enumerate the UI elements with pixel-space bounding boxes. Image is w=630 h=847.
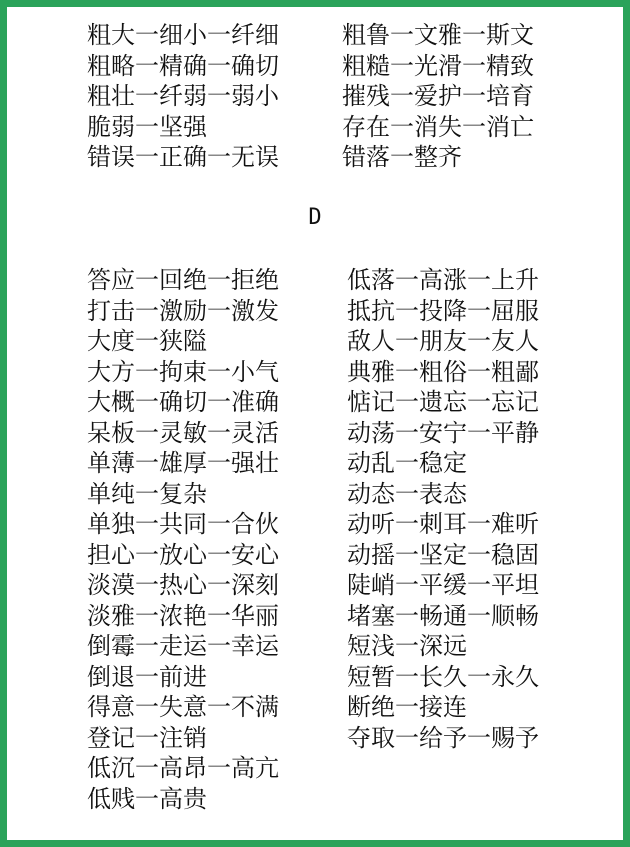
- antonym-entry: 错落一整齐: [342, 143, 462, 171]
- antonym-entry: 单纯一复杂: [87, 479, 207, 508]
- antonym-entry: 淡雅一浓艳一华丽: [87, 601, 279, 630]
- antonym-entry: 短暂一长久一永久: [347, 662, 539, 691]
- antonym-entry: 粗鲁一文雅一斯文: [342, 21, 534, 49]
- antonym-entry: 单薄一雄厚一强壮: [87, 449, 279, 477]
- d-right-column: [347, 265, 539, 753]
- antonym-entry: 动态一表态: [347, 479, 467, 508]
- antonym-entry: 低沉一高昂一高亢: [87, 754, 279, 782]
- top-left-column: [87, 20, 279, 173]
- antonym-entry: 动摇一坚定一稳固: [347, 540, 539, 569]
- top-right-column: [342, 20, 534, 173]
- antonym-entry: 登记一注销: [87, 723, 207, 752]
- antonym-entry: 动听一刺耳一难听: [347, 510, 539, 538]
- antonym-entry: 低贱一高贵: [87, 784, 207, 813]
- antonym-entry: 答应一回绝一拒绝: [87, 266, 279, 294]
- antonym-entry: 大概一确切一准确: [87, 388, 279, 416]
- antonym-entry: 抵抗一投降一屈服: [347, 296, 539, 325]
- antonym-entry: 粗略一精确一确切: [87, 51, 279, 80]
- antonym-entry: 动荡一安宁一平静: [347, 418, 539, 447]
- antonym-entry: 大度一狭隘: [87, 327, 207, 355]
- antonym-entry: 敌人一朋友一友人: [347, 327, 539, 355]
- antonym-entry: 粗大一细小一纤细: [87, 21, 279, 49]
- antonym-entry: 打击一激励一激发: [87, 296, 279, 325]
- antonym-entry: 大方一拘束一小气: [87, 357, 279, 386]
- antonym-entry: 陡峭一平缓一平坦: [347, 571, 539, 599]
- antonym-entry: 摧残一爱护一培育: [342, 82, 534, 110]
- antonym-entry: 夺取一给予一赐予: [347, 723, 539, 752]
- antonym-entry: 断绝一接连: [347, 693, 467, 721]
- antonym-entry: 动乱一稳定: [347, 449, 467, 477]
- antonym-entry: 倒霉一走运一幸运: [87, 632, 279, 660]
- antonym-entry: 倒退一前进: [87, 662, 207, 691]
- antonym-entry: 典雅一粗俗一粗鄙: [347, 357, 539, 386]
- antonym-entry: 担心一放心一安心: [87, 540, 279, 569]
- antonym-entry: 呆板一灵敏一灵活: [87, 418, 279, 447]
- antonym-entry: 脆弱一坚强: [87, 112, 207, 141]
- antonym-entry: 存在一消失一消亡: [342, 112, 534, 141]
- section-heading-d: D: [308, 205, 322, 230]
- antonym-entry: 淡漠一热心一深刻: [87, 571, 279, 599]
- antonym-entry: 低落一高涨一上升: [347, 266, 539, 294]
- antonym-entry: 单独一共同一合伙: [87, 510, 279, 538]
- antonym-entry: 堵塞一畅通一顺畅: [347, 601, 539, 630]
- d-left-column: [87, 265, 279, 814]
- antonym-entry: 粗壮一纤弱一弱小: [87, 82, 279, 110]
- antonym-entry: 错误一正确一无误: [87, 143, 279, 171]
- antonym-entry: 得意一失意一不满: [87, 693, 279, 721]
- antonym-entry: 粗糙一光滑一精致: [342, 51, 534, 80]
- antonym-entry: 惦记一遗忘一忘记: [347, 388, 539, 416]
- antonym-entry: 短浅一深远: [347, 632, 467, 660]
